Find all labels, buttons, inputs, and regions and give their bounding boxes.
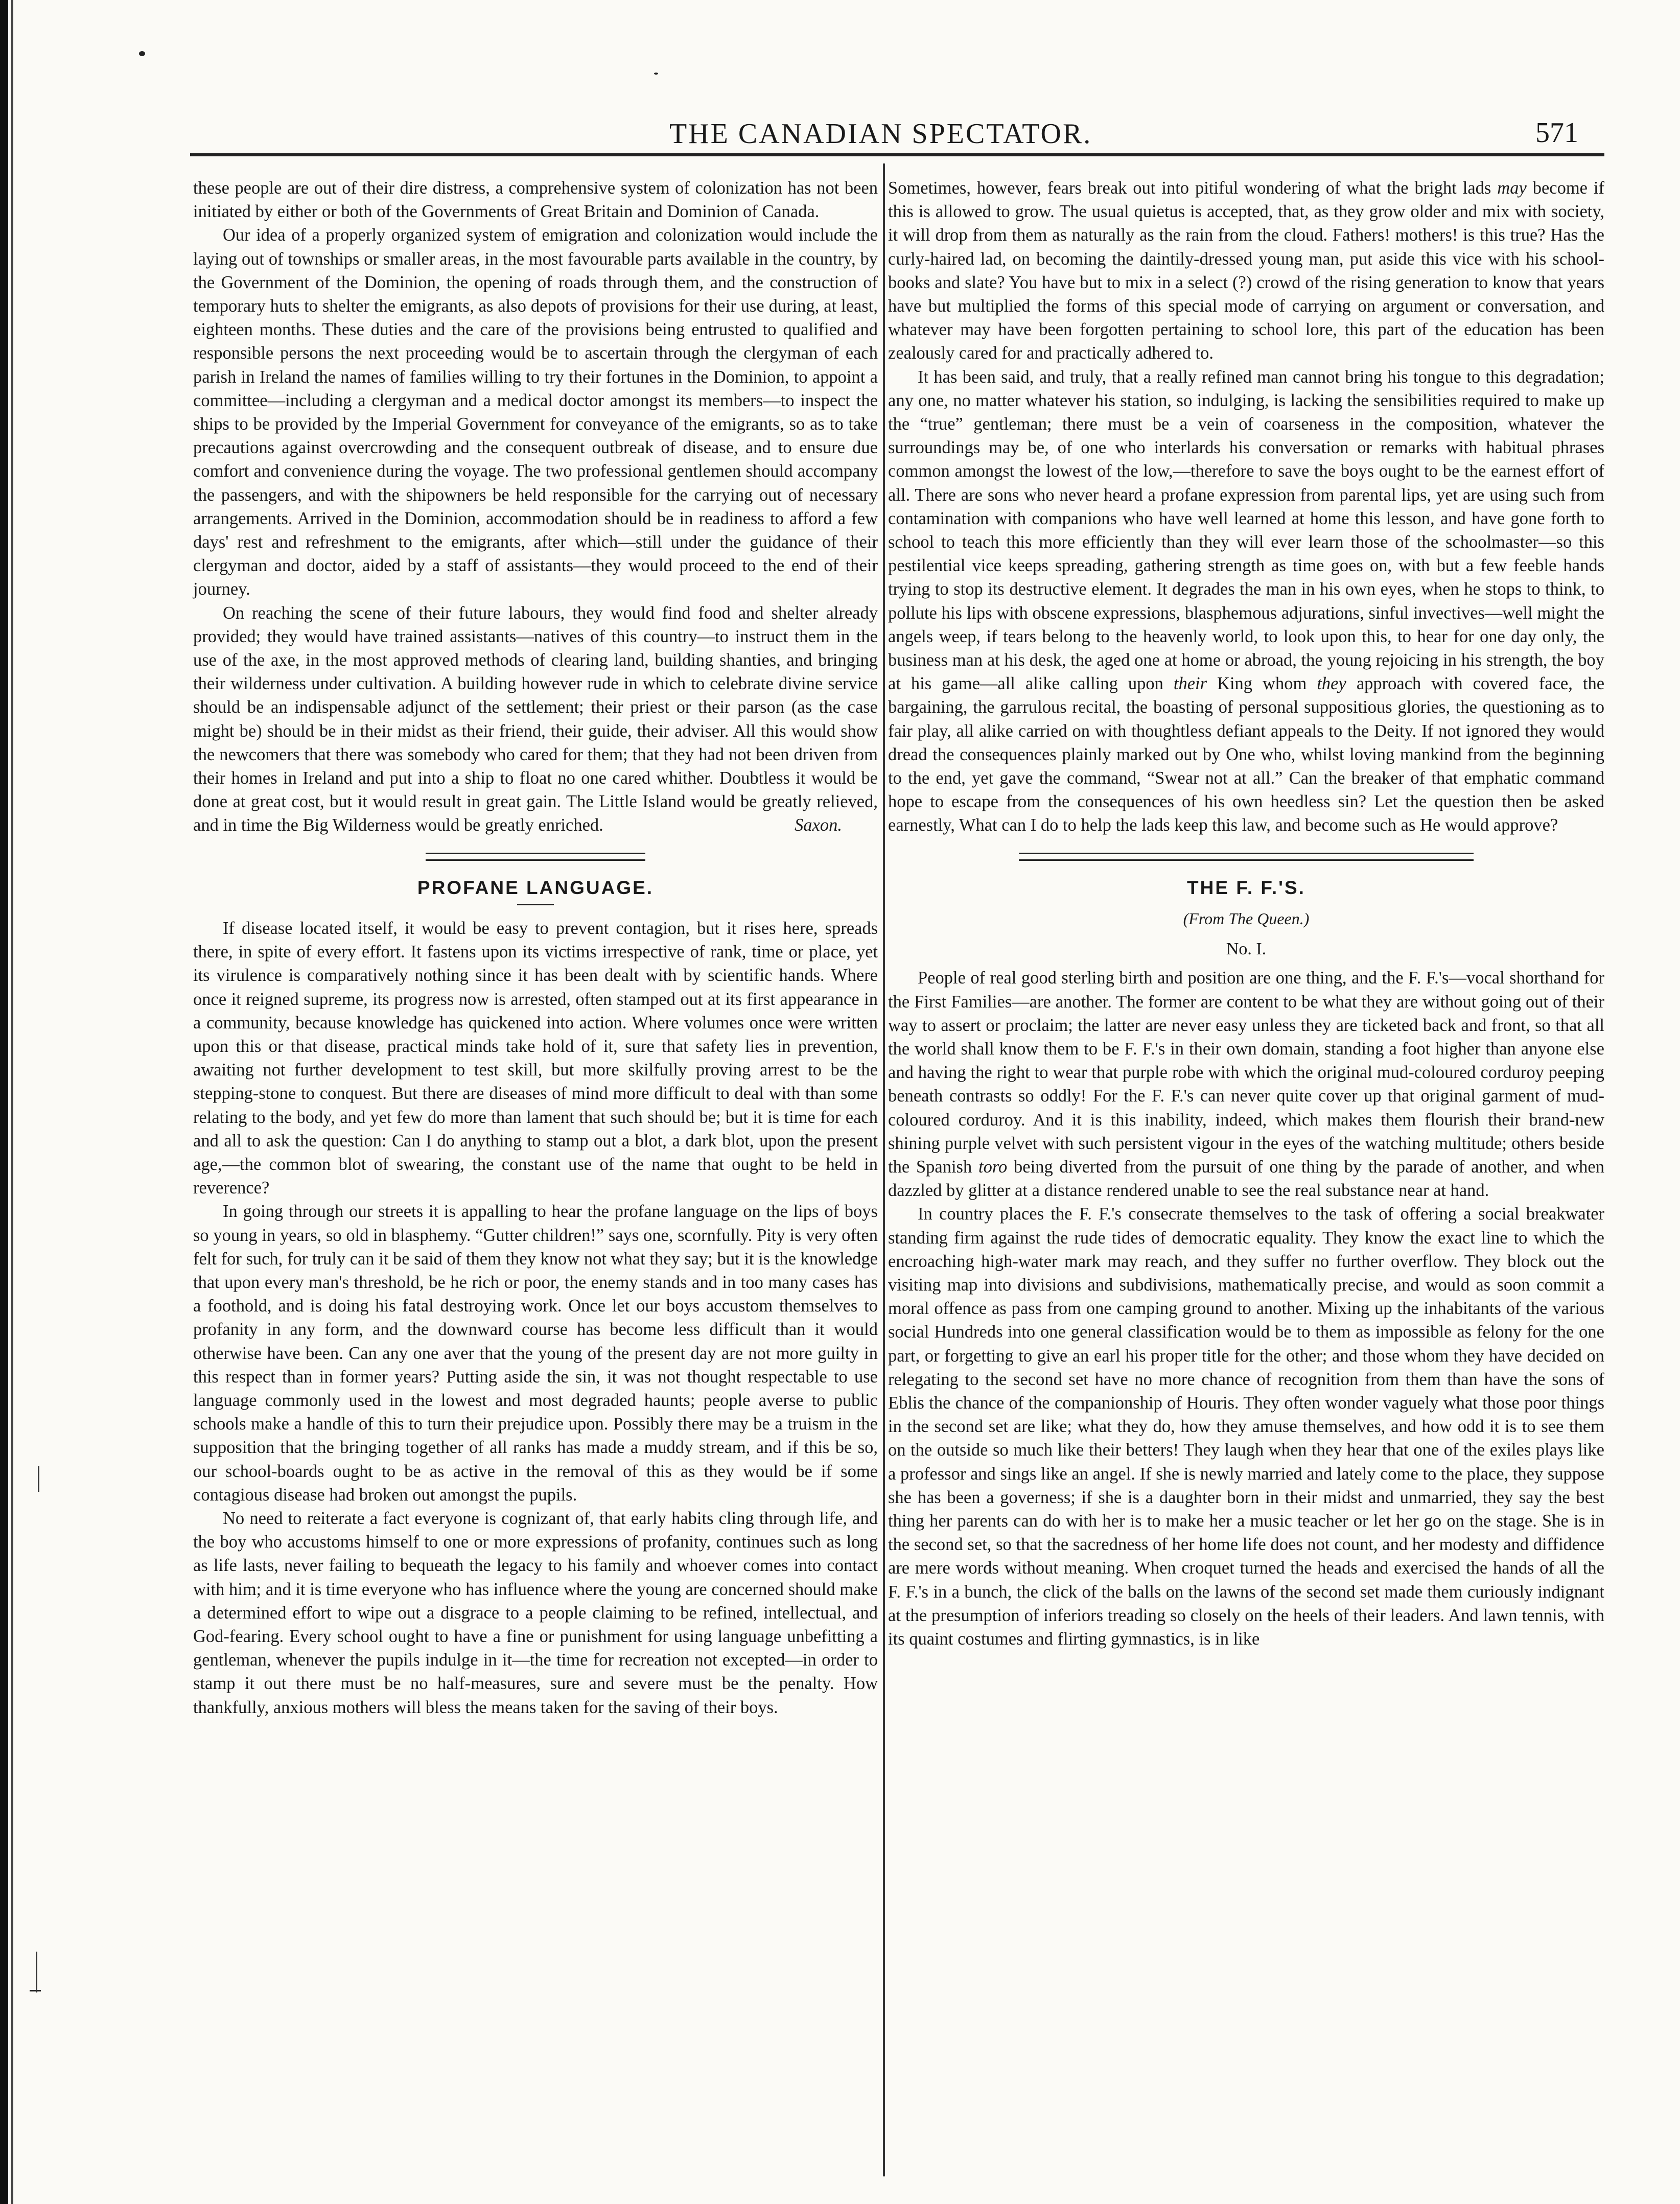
running-title: THE CANADIAN SPECTATOR. — [669, 118, 1092, 150]
column-divider — [883, 163, 885, 2176]
ink-speck — [139, 51, 145, 56]
paragraph — [888, 966, 1604, 1202]
italic-run: toro — [978, 1157, 1008, 1177]
header-rule — [190, 153, 1604, 156]
page-number: 571 — [1535, 117, 1578, 149]
right-column — [888, 176, 1604, 1651]
text-run: become if this is allowed to grow. The usual quietus is accepted, that, as they grow older and mix with society, it will drop from them as naturally as the rain from the cloud. Fathers! mothers! is this true? Has the curly-haired lad, on becoming the daintily-dressed young man, put aside this vice with his school-books and slate? You have but to mix in a select (?) crowd of the rising generation to know that years have but multiplied the forms of this special mode of carrying on argument or conversation, and whatever may have been forgotten pertaining to school lore, this part of the education has been zealously cared for and practically adhered to. — [888, 178, 1604, 363]
margin-mark — [38, 1466, 39, 1492]
page-edge-line — [11, 0, 13, 2204]
section-divider — [1019, 853, 1474, 861]
paragraph: If disease located itself, it would be easy to prevent contagion, but it rises here, spreads there, in spite of every effort. It fastens upon its victims irrespective of rank, time or place, yet its virulence is comparatively nothing since it has been dealt with by scientific hands. Where once it reigned supreme, its progress now is arrested, often stamped out at its first appearance in a community, because knowledge has quickened into action. Where volumes once were written upon this or that disease, practical minds take hold of it, sure that safety lies in prevention, awaiting not further development to test skill, but more skilfully proving arrest to be the stepping-stone to conquest. But there are diseases of mind more difficult to deal with than some relating to the body, and yet few do more than lament that such should be; but it is time for each and all to ask the question: Can I do anything to stamp out a blot, a dark blot, upon the present age,—the common blot of swearing, the constant use of the name that ought to be held in reverence? — [193, 918, 878, 1198]
paragraph: No need to reiterate a fact everyone is cognizant of, that early habits cling through life, and the boy who accustoms himself to one or more expressions of profanity, continues such as long as life lasts, never failing to bequeath the legacy to his family and whoever comes into contact with him; and it is time everyone who has influence where the young are concerned should make a determined effort to wipe out a disgrace to a people claiming to be refined, intellectual, and God-fearing. Every school ought to have a fine or punishment for using language unbefitting a gentleman, whenever the pupils indulge in it—the time for recreation not excepted—in order to stamp it out there must be no half-measures, sure and severe must be the penalty. How thankfully, anxious mothers will bless the means taken for the saving of their boys. — [193, 1508, 878, 1717]
page-edge-shadow — [0, 0, 8, 2204]
text-run: King whom — [1207, 674, 1317, 694]
italic-run: they — [1317, 674, 1346, 694]
section-divider — [426, 853, 645, 861]
text-run: Sometimes, however, fears break out into pitiful wondering of what the bright lads — [888, 178, 1498, 198]
heading-rule — [517, 904, 554, 905]
article-number: No. I. — [1226, 940, 1267, 959]
margin-mark — [36, 1952, 37, 1992]
article-heading: PROFANE LANGUAGE. — [417, 877, 654, 898]
paragraph: Our idea of a properly organized system of emigration and colonization would include the laying out of townships or smaller areas, in the most favourable parts available in the country, by the Government of the Dominion, the opening of roads through them, and the construction of temporary huts to shelter the emigrants, as also depots of provisions for their use during, at least, eighteen months. These duties and the care of the provisions being entrusted to qualified and responsible persons the next proceeding would be to ascertain through the clergyman of each parish in Ireland the names of families willing to try their fortunes in the Dominion, to appoint a committee—including a clergyman and a medical doctor amongst its members—to inspect the ships to be provided by the Imperial Government for conveyance of the emigrants, so as to take precautions against overcrowding and the consequent outbreak of disease, and to ensure due comfort and convenience during the voyage. The two professional gentlemen should accompany the passengers, and with the shipowners be held responsible for the carrying out of necessary arrangements. Arrived in the Dominion, accommodation should be in readiness to afford a few days' rest and refreshment to the emigrants, after which—still under the guidance of their clergyman and doctor, aided by a staff of assistants—they would proceed to the end of their journey. — [193, 225, 878, 599]
text-run: It has been said, and truly, that a really refined man cannot bring his tongue to this degradation; any one, no matter whatever his station, so indulging, is lacking the sensibilities required to make up the “true” gentleman; there must be a vein of coarseness in the composition, whatever the surroundings may be, of one who interlards his conversation or remarks with habitual phrases common amongst the lowest of the low,—therefore to save the boys ought to be the earnest effort of all. There are sons who never heard a profane expression from parental lips, yet are using such from contamination with companions who have well learned at home this lesson, and have gone forth to school to teach this more efficiently than they will ever learn those of the schoolmaster—so this pestilential vice keeps spreading, gathering strength as time goes on, with but a few feeble hands trying to stop its destructive element. It degrades the man in his own eyes, when he stops to think, to pollute his lips with obscene expressions, blasphemous adjurations, sinful invectives—well might the angels weep, if tears belong to the heavenly world, to look upon this, to hear for one day only, the business man at his desk, the aged one at home or abroad, the young rejoicing in his strength, the boy at his game—all alike calling upon — [888, 367, 1604, 694]
paragraph-text: On reaching the scene of their future labours, they would find food and shelter already provided; they would have trained assistants—natives of this country—to instruct them in the use of the axe, in the most approved methods of clearing land, building shanties, and bringing their wilderness under cultivation. A building however rude in which to celebrate divine service should be an indispensable adjunct of the settlement; their priest or their parson (as the case might be) should be in their midst as their friend, their guide, their adviser. All this would show the newcomers that there was somebody who cared for them; that they had not been driven from their homes in Ireland and put into a ship to float no one cared whither. Doubtless it would be done at great cost, but it would result in great gain. The Little Island would be greatly relieved, and in time the Big Wilderness would be greatly enriched. — [193, 603, 878, 835]
margin-mark — [30, 1990, 41, 1991]
text-run: approach with covered face, the bargaining, the garrulous recital, the boasting of personal suppositious glories, the questioning as to fair play, all alike carried on with thoughtless defiant appeals to the Deity. If not ignored they would dread the consequences plainly marked out by One who, whilst loving mankind from the beginning to the end, yet gave the command, “Swear not at all.” Can the breaker of that emphatic command hope to escape from the consequences of his own heedless sin? Let the question then be asked earnestly, What can I do to help the lads keep this law, and become such as He would approve? — [888, 674, 1605, 835]
italic-run: their — [1173, 674, 1207, 694]
italic-run: may — [1497, 178, 1527, 198]
paragraph — [888, 365, 1604, 837]
article-heading: THE F. F.'S. — [1187, 877, 1305, 898]
text-run: being diverted from the pursuit of one thing by the parade of another, and when dazzled by glitter at a distance rendered unable to see the real substance near at hand. — [888, 1157, 1604, 1201]
signature: Saxon. — [795, 815, 842, 835]
article-source: (From The Queen.) — [1183, 909, 1310, 928]
paragraph: In country places the F. F.'s consecrate themselves to the task of offering a social breakwater standing firm against the rude tides of democratic equality. They know the exact line to which the encroaching high-water mark may reach, and they suffer no further overflow. They block out the visiting map into divisions and subdivisions, mathematically precise, and would as soon commit a moral offence as pass from one camping ground to another. Mixing up the inhabitants of the various social Hundreds into one general classification would be to them as impossible as felony for the one part, or forgetting to give an earl his proper title for the other; and those whom they have decided on relegating to the second set have no more chance of recognition from them than have the sons of Eblis the chance of the companionship of Houris. They often wonder vaguely what those poor things in the second set are like; what they do, how they amuse themselves, and how odd it is to see them on the outside so much like their betters! They laugh when they hear that one of the exiles plays like a professor and sings like an angel. If she is newly married and lately come to the place, they suppose she has been a governess; if she is a daughter born in their midst and unmarried, they say the best thing her parents can do with her is to make her a music teacher or let her go on the stage. She is in the second set, so that the sacredness of her home life does not count, and her modesty and diffidence are mere words without meaning. When croquet turned the heads and exercised the hands of all the F. F.'s in a bunch, the click of the balls on the lawns of the second set made them curiously indignant at the presumption of inferiors treading so closely on the heels of their leaders. And lawn tennis, with its quaint costumes and flirting gymnastics, is in like — [888, 1204, 1604, 1649]
ink-speck — [654, 73, 658, 75]
paragraph: In going through our streets it is appalling to hear the profane language on the lips of boys so young in years, so old in blasphemy. “Gutter children!” says one, scornfully. Pity is very often felt for such, for truly can it be said of them they know not what they say; but it is the knowledge that upon every man's threshold, be he rich or poor, the enemy stands and in too many cases has a foothold, and is doing his fatal destroying work. Once let our boys accustom themselves to profanity in any form, and the downward course has become less difficult than it would otherwise have been. Can any one aver that the young of the present day are not more guilty in this respect than in former years? Putting aside the sin, it was not thought respectable to use language commonly used in the lowest and most degraded haunts; people averse to public schools make a handle of this to turn their prejudice upon. Possibly there may be a truism in the supposition that the bringing together of all ranks has made a muddy stream, and if this be so, our school-boards ought to be as active in the removal of this as they would be if some contagious disease had broken out amongst the pupils. — [193, 1202, 878, 1505]
paragraph: these people are out of their dire distress, a comprehensive system of colonization has not been initiated by either or both of the Governments of Great Britain and Dominion of Canada. — [193, 178, 878, 222]
left-column — [193, 176, 878, 1719]
paragraph — [888, 176, 1604, 365]
paragraph — [193, 601, 878, 837]
text-run: People of real good sterling birth and position are one thing, and the F. F.'s—vocal shorthand for the First Families—are another. The former are content to be what they are without going out of their way to assert or proclaim; the latter are never easy unless they are ticketed back and front, so that all the world shall know them to be F. F.'s in their own domain, standing a foot higher than anyone else and having the right to wear that purple robe with which the original mud-coloured corduroy peeping beneath contrasts so oddly! For the F. F.'s can never quite cover up that original garment of mud-coloured corduroy. And it is this inability, indeed, which makes them flourish their brand-new shining purple velvet with such persistent vigour in the eyes of the watching multitude; others beside the Spanish — [888, 968, 1604, 1177]
